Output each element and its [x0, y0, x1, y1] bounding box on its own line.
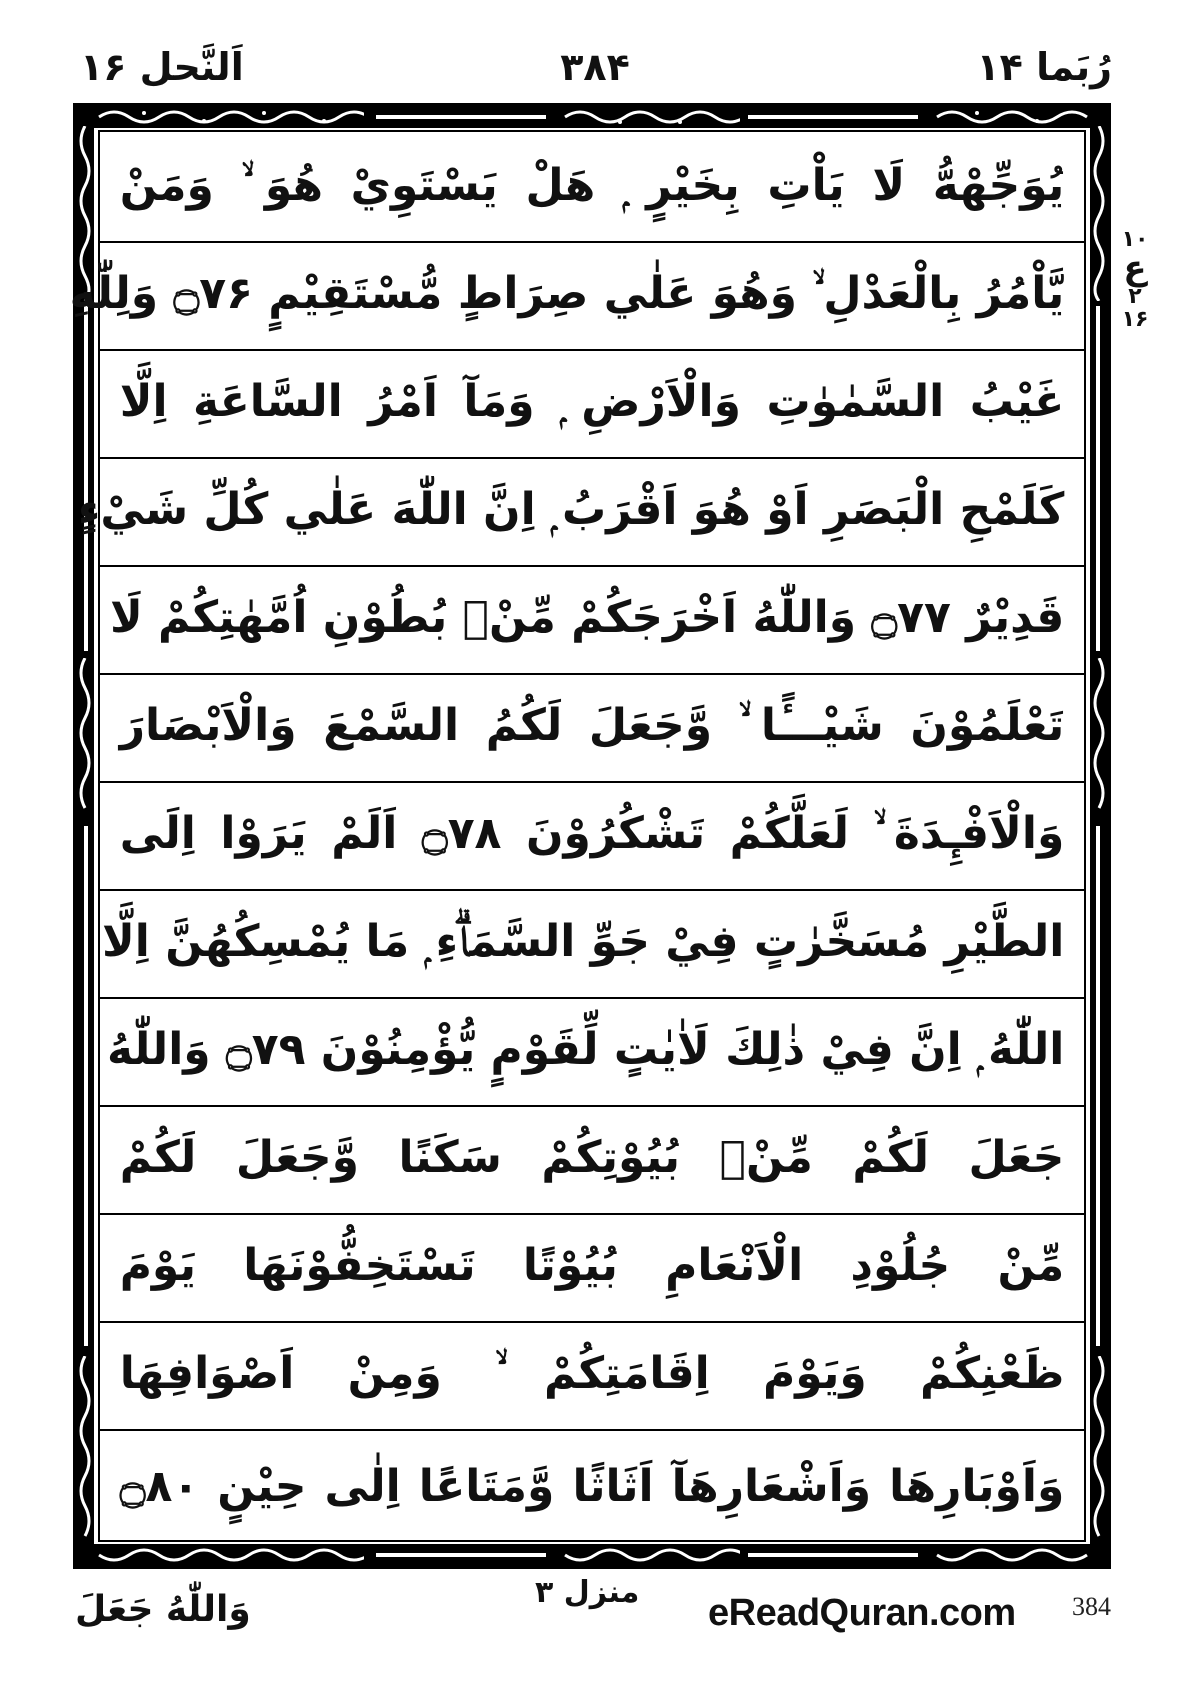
border-rule	[748, 1553, 918, 1557]
text-line	[100, 132, 1084, 243]
verse-text: ظَعْنِكُمْ وَيَوْمَ اِقَامَتِكُمْ ۙ وَمِنْ اَصْوَافِهَا	[119, 1348, 1065, 1400]
text-line	[100, 1320, 1084, 1431]
manzil-label: منزل ۳	[535, 1575, 640, 1610]
arabesque-ornament-icon	[1091, 658, 1107, 818]
surah-name-header: اَلنَّحل ۱۶	[80, 45, 244, 89]
text-line	[100, 996, 1084, 1107]
verse-text: جَعَلَ لَكُمْ مِّنْۢ بُيُوْتِكُمْ سَكَنًا وَّجَعَلَ لَكُمْ	[119, 1132, 1065, 1184]
website-watermark: eReadQuran.com	[708, 1592, 1016, 1634]
border-rule	[1096, 306, 1100, 651]
right-border-band	[1090, 106, 1108, 1566]
border-rule	[84, 826, 88, 1346]
ruku-margin-marker	[1118, 228, 1152, 331]
verse-text: يُوَجِّهْهُّ لَا يَاْتِ بِخَيْرٍ ۭ هَلْ يَسْتَوِيْ هُوَ ۙ وَمَنْ	[119, 160, 1065, 212]
border-rule	[84, 306, 88, 651]
verse-text: وَالْاَفْـِٕدَةَ ۙ لَعَلَّكُمْ تَشْكُرُوْنَ ۝۷۸ اَلَمْ يَرَوْا اِلَى	[119, 808, 1065, 860]
ruku-number: ۱۶	[1121, 307, 1149, 333]
border-rule	[748, 115, 918, 119]
verse-text: قَدِيْرٌ ۝۷۷ وَاللّٰهُ اَخْرَجَكُمْ مِّنْۢ بُطُوْنِ اُمَّهٰتِكُمْ لَا	[109, 592, 1065, 644]
verses-in-ruku: ۲	[1128, 284, 1142, 310]
quran-text-block	[69, 130, 1086, 1542]
arabesque-ornament-icon	[932, 108, 1092, 126]
page-number-arabic: ۳۸۴	[560, 45, 630, 89]
arabesque-ornament-icon	[94, 1546, 364, 1564]
arabesque-ornament-icon	[1091, 1356, 1107, 1546]
arabesque-ornament-icon	[932, 1546, 1092, 1564]
text-line	[100, 1212, 1084, 1323]
arabesque-ornament-icon	[560, 108, 740, 126]
verse-text: غَيْبُ السَّمٰوٰتِ وَالْاَرْضِ ۭ وَمَآ اَمْرُ السَّاعَةِ اِلَّا	[119, 376, 1065, 428]
verse-text: يَّاْمُرُ بِالْعَدْلِ ۙ وَهُوَ عَلٰي صِرَاطٍ مُّسْتَقِيْمٍ ۝۷۶ وَلِلّٰهِ	[69, 268, 1065, 320]
border-rule	[1096, 826, 1100, 1346]
verse-text: وَاَوْبَارِهَا وَاَشْعَارِهَآ اَثَاثًا وَّمَتَاعًا اِلٰى حِيْنٍ ۝۸۰	[119, 1460, 1065, 1512]
text-line	[77, 456, 1084, 567]
verse-text: اللّٰهُ ۭ اِنَّ فِيْ ذٰلِكَ لَاٰيٰتٍ لِّقَوْمٍ يُّؤْمِنُوْنَ ۝۷۹ وَاللّٰهُ	[107, 1024, 1065, 1076]
arabesque-ornament-icon	[1091, 126, 1107, 301]
text-line	[100, 348, 1084, 459]
text-line	[100, 780, 1084, 891]
arabesque-ornament-icon	[77, 1356, 93, 1546]
arabesque-ornament-icon	[77, 658, 93, 818]
bottom-border-band	[76, 1544, 1108, 1566]
verse-text: مِّنْ جُلُوْدِ الْاَنْعَامِ بُيُوْتًا تَسْتَخِفُّوْنَهَا يَوْمَ	[119, 1240, 1065, 1292]
arabesque-ornament-icon	[94, 108, 364, 126]
verse-text: كَلَمْحِ الْبَصَرِ اَوْ هُوَ اَقْرَبُ ۭ اِنَّ اللّٰهَ عَلٰي كُلِّ شَيْءٍ	[77, 484, 1065, 536]
text-line	[100, 672, 1084, 783]
ruku-symbol: ع	[1123, 248, 1147, 289]
ornamental-frame	[69, 103, 1111, 1569]
left-border-band	[76, 106, 94, 1566]
page-number-latin: 384	[1072, 1592, 1111, 1621]
border-rule	[376, 1553, 546, 1557]
top-border-band	[76, 106, 1108, 128]
text-line	[69, 240, 1084, 351]
verse-text: تَعْلَمُوْنَ شَيْـــًٔا ۙ وَّجَعَلَ لَكُمُ السَّمْعَ وَالْاَبْصَارَ	[119, 700, 1065, 752]
ruku-in-surah: ۱۰	[1121, 227, 1149, 252]
text-line	[100, 1428, 1084, 1546]
border-rule	[376, 115, 546, 119]
text-line	[100, 888, 1084, 999]
catchword: وَاللّٰهُ جَعَلَ	[75, 1589, 251, 1630]
juz-name-header: رُبَما ۱۴	[976, 45, 1112, 89]
text-line	[100, 564, 1084, 675]
text-line	[100, 1104, 1084, 1215]
verse-text: الطَّيْرِ مُسَخَّرٰتٍ فِيْ جَوِّ السَّمَاۗءِ ۭ مَا يُمْسِكُهُنَّ اِلَّا	[102, 916, 1065, 968]
arabesque-ornament-icon	[560, 1546, 740, 1564]
